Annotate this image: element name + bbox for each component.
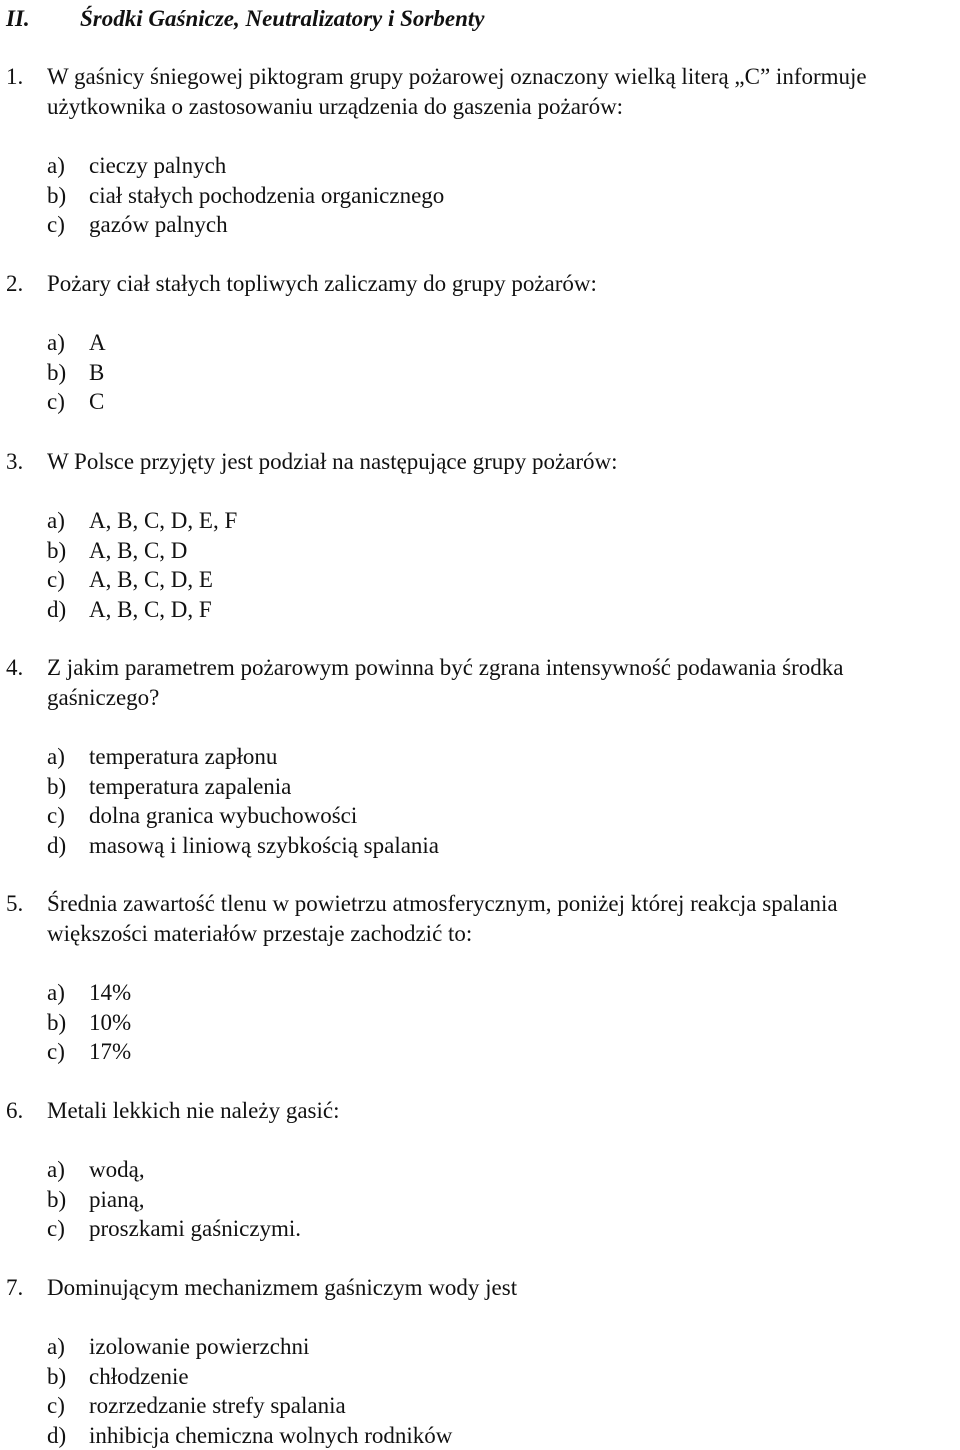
option-letter: c) — [47, 565, 89, 595]
option-text: 17% — [89, 1039, 131, 1064]
option-letter: d) — [47, 595, 89, 625]
option-text: C — [89, 389, 104, 414]
option-letter: c) — [47, 1214, 89, 1244]
option-text: pianą, — [89, 1187, 145, 1212]
option-text: A, B, C, D, E, F — [89, 508, 237, 533]
answer-option — [47, 1008, 131, 1038]
option-letter: a) — [47, 1332, 89, 1362]
option-letter: a) — [47, 742, 89, 772]
question-number: 2. — [6, 269, 23, 299]
option-text: gazów palnych — [89, 212, 228, 237]
section-title: Środki Gaśnicze, Neutralizatory i Sorbenty — [80, 6, 484, 31]
answer-option — [47, 595, 212, 625]
question-line: W Polsce przyjęty jest podział na następujące grupy pożarów: — [47, 447, 947, 477]
answer-option — [47, 210, 228, 240]
question-line: gaśniczego? — [47, 683, 947, 713]
answer-option — [47, 1421, 452, 1450]
option-text: inhibicja chemiczna wolnych rodników — [89, 1423, 452, 1448]
question-number: 4. — [6, 653, 23, 683]
answer-option — [47, 772, 291, 802]
answer-option — [47, 328, 106, 358]
question-text — [47, 269, 947, 299]
question-line: Z jakim parametrem pożarowym powinna być zgrana intensywność podawania środka — [47, 653, 947, 683]
answer-option — [47, 387, 104, 417]
answer-option — [47, 358, 104, 388]
option-letter: b) — [47, 772, 89, 802]
answer-option — [47, 151, 226, 181]
option-letter: c) — [47, 801, 89, 831]
option-letter: b) — [47, 536, 89, 566]
option-text: B — [89, 360, 104, 385]
option-text: temperatura zapłonu — [89, 744, 277, 769]
answer-option — [47, 1037, 131, 1067]
question-text — [47, 62, 947, 121]
answer-option — [47, 536, 187, 566]
question-text — [47, 447, 947, 477]
option-text: 10% — [89, 1010, 131, 1035]
option-text: rozrzedzanie strefy spalania — [89, 1393, 346, 1418]
option-letter: b) — [47, 1362, 89, 1392]
option-text: ciał stałych pochodzenia organicznego — [89, 183, 444, 208]
answer-option — [47, 831, 439, 861]
option-letter: a) — [47, 978, 89, 1008]
question-line: Dominującym mechanizmem gaśniczym wody jest — [47, 1273, 947, 1303]
answer-option — [47, 565, 213, 595]
section-number: II. — [6, 4, 80, 34]
option-letter: c) — [47, 1391, 89, 1421]
option-text: proszkami gaśniczymi. — [89, 1216, 301, 1241]
question-number: 6. — [6, 1096, 23, 1126]
question-line: większości materiałów przestaje zachodzić to: — [47, 919, 947, 949]
answer-option — [47, 506, 237, 536]
option-letter: d) — [47, 831, 89, 861]
option-text: masową i liniową szybkością spalania — [89, 833, 439, 858]
option-letter: a) — [47, 151, 89, 181]
answer-option — [47, 1362, 189, 1392]
option-letter: b) — [47, 1008, 89, 1038]
question-line: W gaśnicy śniegowej piktogram grupy pożarowej oznaczony wielką literą „C” informuje — [47, 62, 947, 92]
question-text — [47, 1273, 947, 1303]
option-text: wodą, — [89, 1157, 145, 1182]
question-line: Metali lekkich nie należy gasić: — [47, 1096, 947, 1126]
option-text: chłodzenie — [89, 1364, 189, 1389]
answer-option — [47, 1391, 346, 1421]
question-text — [47, 1096, 947, 1126]
option-letter: c) — [47, 387, 89, 417]
option-letter: c) — [47, 1037, 89, 1067]
option-text: A — [89, 330, 106, 355]
option-text: dolna granica wybuchowości — [89, 803, 357, 828]
answer-option — [47, 181, 444, 211]
option-letter: b) — [47, 358, 89, 388]
answer-option — [47, 1155, 145, 1185]
question-text — [47, 889, 947, 948]
answer-option — [47, 1214, 301, 1244]
option-letter: c) — [47, 210, 89, 240]
option-text: izolowanie powierzchni — [89, 1334, 309, 1359]
question-number: 7. — [6, 1273, 23, 1303]
question-number: 5. — [6, 889, 23, 919]
option-text: A, B, C, D, E — [89, 567, 213, 592]
answer-option — [47, 978, 131, 1008]
answer-option — [47, 801, 357, 831]
option-text: temperatura zapalenia — [89, 774, 291, 799]
answer-option — [47, 1332, 309, 1362]
option-letter: b) — [47, 1185, 89, 1215]
section-heading — [6, 4, 484, 34]
answer-option — [47, 1185, 145, 1215]
question-line: Średnia zawartość tlenu w powietrzu atmosferycznym, poniżej której reakcja spalania — [47, 889, 947, 919]
option-text: 14% — [89, 980, 131, 1005]
question-line: Pożary ciał stałych topliwych zaliczamy do grupy pożarów: — [47, 269, 947, 299]
option-letter: b) — [47, 181, 89, 211]
option-letter: a) — [47, 506, 89, 536]
option-letter: d) — [47, 1421, 89, 1450]
question-line: użytkownika o zastosowaniu urządzenia do gaszenia pożarów: — [47, 92, 947, 122]
answer-option — [47, 742, 277, 772]
option-text: A, B, C, D — [89, 538, 187, 563]
question-number: 1. — [6, 62, 23, 92]
question-number: 3. — [6, 447, 23, 477]
option-text: cieczy palnych — [89, 153, 226, 178]
question-text — [47, 653, 947, 712]
option-text: A, B, C, D, F — [89, 597, 212, 622]
option-letter: a) — [47, 1155, 89, 1185]
option-letter: a) — [47, 328, 89, 358]
